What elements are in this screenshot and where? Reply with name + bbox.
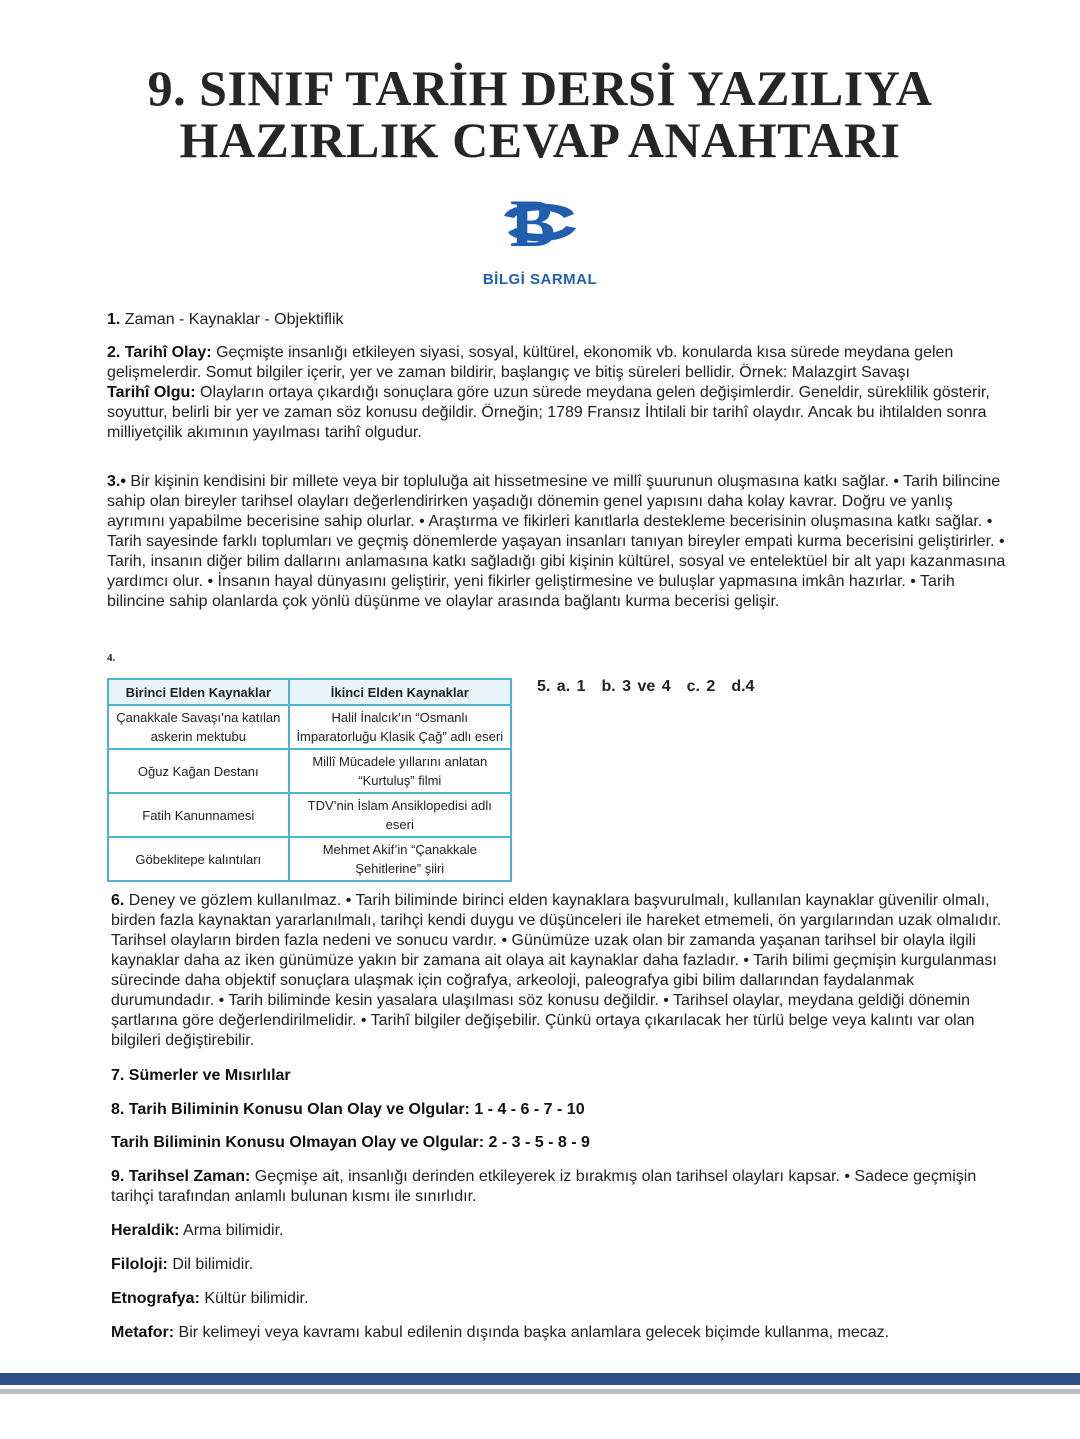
table-cell: Mehmet Akif’in “Çanakkale Şehitlerine” şiiri bbox=[289, 837, 511, 881]
table-cell: Oğuz Kağan Destanı bbox=[108, 749, 289, 793]
answer-4-number: 4. bbox=[107, 652, 116, 664]
title-line-2: HAZIRLIK CEVAP ANAHTARI bbox=[179, 112, 901, 168]
definition-heraldik bbox=[111, 1221, 1016, 1241]
table-cell: Millî Mücadele yıllarını anlatan “Kurtuluş” filmi bbox=[289, 749, 511, 793]
term-label: Tarihî Olgu: bbox=[107, 384, 196, 401]
term-label: Filoloji: bbox=[111, 1256, 168, 1273]
answer-text: Tarih Biliminin Konusu Olmayan Olay ve Olgular: 2 - 3 - 5 - 8 - 9 bbox=[111, 1134, 590, 1151]
answer-7 bbox=[111, 1066, 1016, 1086]
answer-number: 2. bbox=[107, 344, 121, 361]
term-label: Heraldik: bbox=[111, 1222, 180, 1239]
table-row bbox=[108, 837, 511, 881]
title-line-1: 9. SINIF TARİH DERSİ YAZILIYA bbox=[147, 60, 933, 116]
page-title bbox=[0, 62, 1080, 166]
term-text: Geçmişe ait, insanlığı derinden etkileyerek iz bırakmış olan tarihsel olayları kapsar. • Sadece geçmişin tarihçi tarafından anlamlı bulunan kısmı ile sınırlıdır. bbox=[111, 1168, 977, 1205]
term-text: Olayların ortaya çıkardığı sonuçlara göre uzun sürede meydana gelen değişimlerdir. Geneldir, süreklilik gösterir, soyuttur, belirli bir yer ve zaman söz konusu değildir. Örneğin; 1789 Fransız İhtilali bir tarihî olaydır. Ancak bu ihtilalden sonra milliyetçilik akımının yayılması tarihî olgudur. bbox=[107, 384, 990, 441]
answer-part: c. 2 bbox=[686, 678, 716, 695]
answer-part: 5. a. 1 bbox=[537, 678, 586, 695]
answer-8b bbox=[111, 1133, 1016, 1153]
answer-3 bbox=[107, 472, 1012, 612]
logo-mark-icon bbox=[470, 188, 610, 265]
answer-text: Deney ve gözlem kullanılmaz. • Tarih biliminde birinci elden kaynaklara başvurulmalı, kullanılan kaynaklar güvenilir olmalı, birden fazla kaynaktan yararlanılmalı, tarihçi kendi duygu ve düşünceleri ile hareket etmemeli, ön yargılarından uzak olmalıdır. Tarihsel olayların birden fazla nedeni ve sonucu vardır. • Günümüze uzak olan bir zamanda yaşanan tarihsel bir olayla ilgili kaynaklar daha az iken günümüze yakın bir zamana ait olaya ait kaynaklar daha fazladır. • Tarih bilimi geçmişin kurgulanması sürecinde daha objektif sonuçlara ulaşmak için coğrafya, arkeoloji, paleografya gibi bilim dallarından faydalanmak durumundadır. • Tarih biliminde kesin yasalara ulaşılması söz konusu değildir. • Tarihsel olaylar, meydana geldiği dönemin şartlarına göre değerlendirilmelidir. • Tarihî bilgiler değişebilir. Çünkü ortaya çıkarılacak her türlü belge veya kalıntı var olan bilgileri değiştirebilir. bbox=[111, 892, 1002, 1049]
answer-part: b. 3 ve 4 bbox=[601, 678, 671, 695]
definition-etnografya bbox=[111, 1289, 1016, 1309]
term-text: Kültür bilimidir. bbox=[199, 1290, 309, 1307]
answer-part: d.4 bbox=[731, 678, 755, 695]
footer-gray-stripe bbox=[0, 1389, 1080, 1394]
table-cell: TDV’nin İslam Ansiklopedisi adlı eseri bbox=[289, 793, 511, 837]
answer-6 bbox=[111, 891, 1016, 1051]
table-row bbox=[108, 705, 511, 749]
term-label: Etnografya: bbox=[111, 1290, 200, 1307]
table-cell: Fatih Kanunnamesi bbox=[108, 793, 289, 837]
svg-text:B: B bbox=[510, 188, 556, 254]
answer-9 bbox=[111, 1167, 1016, 1207]
answer-text: Zaman - Kaynaklar - Objektiflik bbox=[120, 311, 344, 328]
logo-brand-text: BİLGİ SARMAL bbox=[482, 271, 598, 288]
answer-text: 8. Tarih Biliminin Konusu Olan Olay ve Olgular: 1 - 4 - 6 - 7 - 10 bbox=[111, 1101, 585, 1118]
answer-1 bbox=[107, 310, 1012, 330]
footer-blue-stripe bbox=[0, 1373, 1080, 1385]
table-cell: Halil İnalcık’ın “Osmanlı İmparatorluğu Klasik Çağ” adlı eseri bbox=[289, 705, 511, 749]
table-cell: Göbeklitepe kalıntıları bbox=[108, 837, 289, 881]
term-label: Tarihî Olay: bbox=[120, 344, 212, 361]
answer-text: Bir kişinin kendisini bir millete veya bir topluluğa ait hissetmesine ve millî şuurunun oluşmasına katkı sağlar. • Tarih bilincine sahip olan bireyler tarihsel olayları değerlendirirken yaşadığı dönemin genel yapısını daha kolay kavrar. Doğru ve yanlış ayrımını yapabilme becerisine sahip olurlar. • Araştırma ve fikirleri kanıtlarla destekleme becerisinin oluşmasına katkı sağlar. • Tarih sayesinde farklı toplumları ve geçmiş dönemlerde yaşayan insanları tanıyan bireyler empati kurma becerisini geliştirirler. • Tarih, insanın diğer bilim dallarını anlamasına katkı sağladığı gibi kişinin kültürel, sosyal ve entelektüel bir alt yapı kazanmasına yardımcı olur. • İnsanın hayal dünyasını geliştirir, yeni fikirler geliştirmesine ve buluşlar yapmasına imkân hazırlar. • Tarih bilincine sahip olanlarda çok yönlü düşünme ve olaylar arasında bağlantı kurma becerisi gelişir. bbox=[107, 473, 1006, 610]
table-header: Birinci Elden Kaynaklar bbox=[108, 679, 289, 705]
term-label: 9. Tarihsel Zaman: bbox=[111, 1168, 251, 1185]
answer-2 bbox=[107, 343, 1012, 443]
answer-number: 3.• bbox=[107, 473, 126, 490]
term-label: Metafor: bbox=[111, 1324, 175, 1341]
sources-table bbox=[107, 678, 512, 882]
answer-8a bbox=[111, 1100, 1016, 1120]
definition-filoloji bbox=[111, 1255, 1016, 1275]
answer-number: 1. bbox=[107, 311, 121, 328]
bilgi-sarmal-logo bbox=[470, 188, 610, 288]
answer-text: 7. Sümerler ve Mısırlılar bbox=[111, 1067, 291, 1084]
table-header: İkinci Elden Kaynaklar bbox=[289, 679, 511, 705]
term-text: Geçmişte insanlığı etkileyen siyasi, sosyal, kültürel, ekonomik vb. konularda kısa sürede meydana gelen gelişmelerdir. Somut bilgiler içerir, yer ve zaman bildirir, başlangıç ve bitiş süreleri bellidir. Örnek: Malazgirt Savaşı bbox=[107, 344, 954, 381]
table-row bbox=[108, 793, 511, 837]
table-row bbox=[108, 749, 511, 793]
table-cell: Çanakkale Savaşı’na katılan askerin mektubu bbox=[108, 705, 289, 749]
answer-number: 6. bbox=[111, 892, 125, 909]
term-text: Bir kelimeyi veya kavramı kabul edilenin dışında başka anlamlara gelecek biçimde kullanma, mecaz. bbox=[174, 1324, 890, 1341]
term-text: Dil bilimidir. bbox=[167, 1256, 254, 1273]
definition-metafor bbox=[111, 1323, 1016, 1343]
term-text: Arma bilimidir. bbox=[179, 1222, 284, 1239]
answer-5 bbox=[537, 678, 770, 696]
